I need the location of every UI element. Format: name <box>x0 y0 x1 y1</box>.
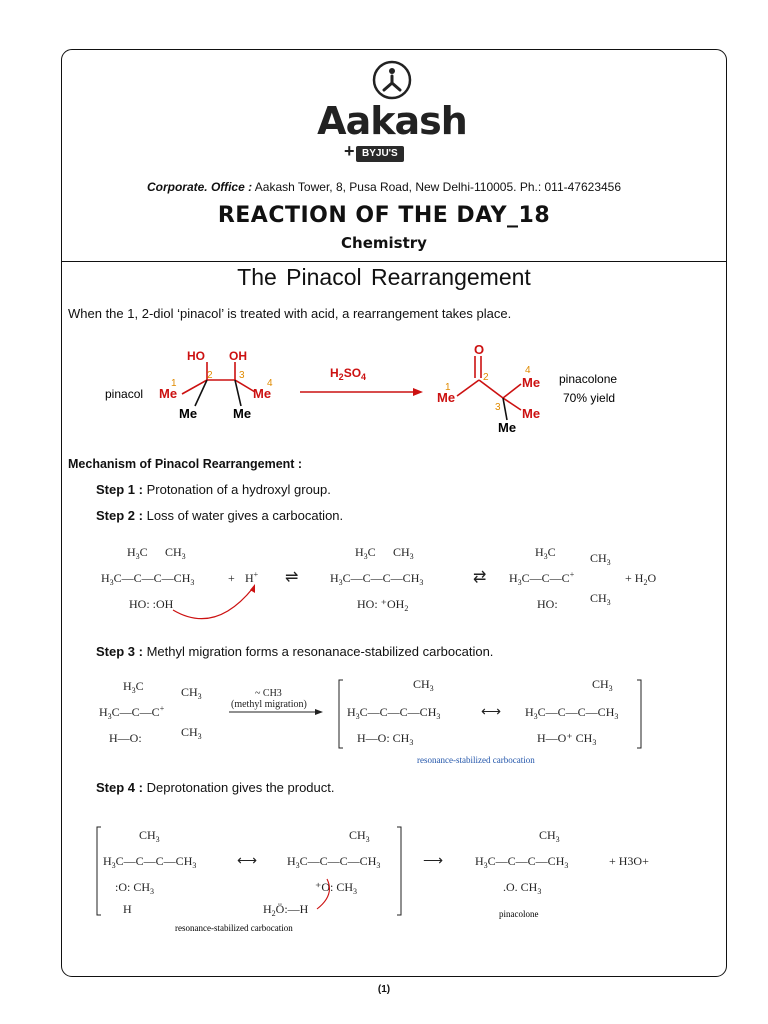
svg-text:H+: H+ <box>245 570 259 585</box>
svg-text:H—O⁺ CH3: H—O⁺ $CH_3$ <box>537 731 597 747</box>
svg-text:CH3: $CH_3$ <box>181 725 202 741</box>
svg-text:⟷: ⟷ <box>481 705 502 720</box>
svg-text:H—O: CH3: H—O: $CH_3$ <box>357 731 414 747</box>
mechanism-heading: Mechanism of Pinacol Rearrangement : <box>68 457 303 471</box>
page-title: The Pinacol Rearrangement <box>237 264 531 290</box>
svg-text:~ CH3: ~ CH3 <box>255 688 282 699</box>
svg-text:H3C—C—C—CH3: $H_3C—C—C—CH_3$ <box>330 571 424 587</box>
svg-text:CH3: $CH_3$ <box>592 677 613 693</box>
svg-text:Me: Me <box>522 406 541 421</box>
svg-text:3: 3 <box>495 402 501 413</box>
svg-text:H3C—C—C+: $H_3C—C—C^+$ <box>99 704 165 721</box>
svg-text:1: 1 <box>171 378 177 389</box>
svg-text:⟷: ⟷ <box>237 854 258 869</box>
svg-text:4: 4 <box>267 378 273 389</box>
svg-text:⁺O: CH3: ⁺O: $CH_3$ <box>315 880 358 896</box>
svg-text:Me: Me <box>159 386 178 401</box>
step-2: Step 2 : Loss of water gives a carbocation. <box>96 508 344 523</box>
svg-text:H3C: $H_3C$ <box>123 679 144 695</box>
page-number: (1) <box>377 984 391 995</box>
aakash-logo-icon <box>371 59 413 101</box>
header-divider <box>61 261 727 262</box>
svg-text:H3C—C—C—CH3: $H_3C—C—C—CH_3$ <box>525 705 619 721</box>
corporate-office: Corporate. Office : Aakash Tower, 8, Pusa Road, New Delhi-110005. Ph.: 011-47623456 <box>146 180 622 194</box>
svg-text:H—O:: H—O: <box>109 731 142 745</box>
svg-text:.O. CH3: .O. $CH_3$ <box>503 880 542 896</box>
svg-text:1: 1 <box>445 382 451 393</box>
pinacol-scheme <box>95 340 625 440</box>
step-4-scheme <box>95 825 655 935</box>
svg-text:2: 2 <box>207 370 213 381</box>
step-1: Step 1 : Protonation of a hydroxyl group. <box>96 482 331 497</box>
subject-label: Chemistry <box>341 234 427 252</box>
pinacolone-final-label: pinacolone <box>499 909 539 919</box>
svg-text:CH3: $CH_3$ <box>139 828 160 844</box>
svg-text:Me: Me <box>253 386 272 401</box>
svg-text:H3C—C—C—CH3: $H_3C—C—C—CH_3$ <box>475 854 569 870</box>
plus-icon: + <box>344 141 355 161</box>
svg-text:H2Ö:—H: $H_2Ö:—H$ <box>263 902 309 918</box>
svg-text:+ H2O: + $H_2O$ <box>625 571 657 587</box>
svg-text:Me: Me <box>179 406 198 421</box>
svg-text:CH3: $CH_3$ <box>539 828 560 844</box>
svg-text:CH3: $CH_3$ <box>181 685 202 701</box>
svg-text:(methyl migration): (methyl migration) <box>231 699 307 710</box>
svg-text:CH3: $CH_3$ <box>349 828 370 844</box>
partner-badge: BYJU'S <box>356 146 404 162</box>
svg-text:HO:: HO: <box>537 597 558 611</box>
svg-text:Me: Me <box>522 375 541 390</box>
svg-text:CH3: $CH_3$ <box>413 677 434 693</box>
svg-text:HO: :OH: HO: :OH <box>129 597 174 611</box>
pinacolone-label: pinacolone <box>559 372 618 386</box>
svg-text:OH: OH <box>229 349 247 363</box>
svg-text:CH3: $CH_3$ <box>165 545 186 561</box>
svg-text:H3C—C—C+: $H_3C—C—C^+$ <box>509 570 575 587</box>
intro-text: When the 1, 2-diol ‘pinacol’ is treated with acid, a rearrangement takes place. <box>68 306 512 321</box>
step-3-scheme <box>95 676 655 771</box>
byproduct: + H3O+ <box>609 854 649 868</box>
svg-text:⇌: ⇌ <box>285 569 299 586</box>
svg-text:Me: Me <box>233 406 252 421</box>
step-3-caption: resonance-stabilized carbocation <box>417 755 535 765</box>
svg-text:HO: ⁺OH2: HO: $^+OH_2$ <box>357 597 409 613</box>
reaction-of-day-title: REACTION OF THE DAY_18 <box>217 203 551 228</box>
svg-text:H3C: $H_3C$ <box>355 545 376 561</box>
svg-text:Me: Me <box>437 390 456 405</box>
brand-name: Aakash <box>317 99 467 143</box>
svg-text:Me: Me <box>498 420 517 435</box>
step-1-2-scheme <box>95 540 685 625</box>
svg-text:H2SO4: $H_2SO_4$ <box>330 366 367 382</box>
svg-text:4: 4 <box>525 365 531 376</box>
svg-text:H3C—C—C—CH3: $H_3C—C—C—CH_3$ <box>101 571 195 587</box>
svg-text:O: O <box>474 342 485 357</box>
pinacol-label: pinacol <box>105 387 144 401</box>
svg-text:⟶: ⟶ <box>423 854 444 869</box>
svg-text:HO: HO <box>187 349 205 363</box>
svg-text:⇄: ⇄ <box>473 569 487 586</box>
svg-text:H3C—C—C—CH3: $H_3C—C—C—CH_3$ <box>347 705 441 721</box>
svg-text:H3C—C—C—CH3: $H_3C—C—C—CH_3$ <box>103 854 197 870</box>
step-4: Step 4 : Deprotonation gives the product. <box>96 780 335 795</box>
svg-text:+: + <box>228 571 235 585</box>
step-3: Step 3 : Methyl migration forms a resonanace-stabilized carbocation. <box>96 644 494 659</box>
yield-label: 70% yield <box>563 391 616 405</box>
svg-text:H: H <box>123 902 132 916</box>
svg-text::O: CH3: :O: $CH_3$ <box>115 880 155 896</box>
svg-text:CH3: $CH_3$ <box>590 551 611 567</box>
svg-text:2: 2 <box>483 372 489 383</box>
svg-text:CH3: $CH_3$ <box>590 591 611 607</box>
svg-text:H3C: $H_3C$ <box>127 545 148 561</box>
svg-text:CH3: $CH_3$ <box>393 545 414 561</box>
step-4-caption: resonance-stabilized carbocation <box>175 923 293 933</box>
svg-text:H3C—C—C—CH3: $H_3C—C—C—CH_3$ <box>287 854 381 870</box>
svg-text:3: 3 <box>239 370 245 381</box>
svg-text:H3C: $H_3C$ <box>535 545 556 561</box>
